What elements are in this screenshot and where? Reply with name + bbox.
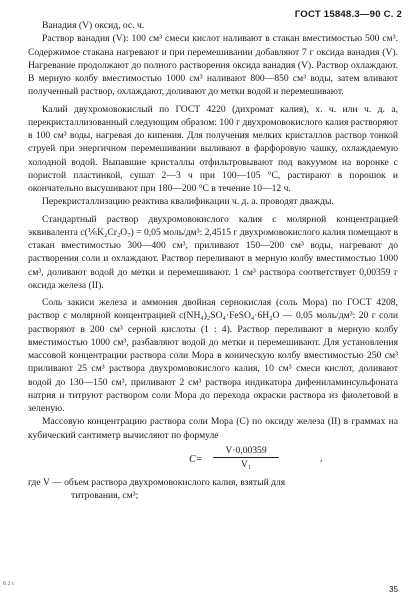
where-clause-line-1: где V — объем раствора двухромовокислого калия, взятый для [28, 476, 286, 488]
paragraph-recrystallization: Перекристаллизацию реактива квалификации ч. д. а. проводят дважды. [42, 196, 334, 208]
page-number: 35 [389, 584, 398, 594]
where-clause-line-2: титрования, см³; [71, 490, 139, 501]
formula [28, 444, 398, 474]
formula-numerator: V·0,00359 [225, 444, 267, 456]
paragraph-mass-concentration: Массовую концентрацию раствора соли Мора (C) по оксиду железа (II) в граммах на кубический сантиметр вычисляют по формуле [28, 416, 398, 441]
formula-trailing-comma: , [320, 452, 323, 464]
formula-denominator: V₁ [240, 458, 252, 470]
margin-mark: 8 2 с [3, 581, 15, 587]
document-body [28, 19, 398, 502]
paragraph-potassium-dichromate: Калий двухромовокислый по ГОСТ 4220 (дихромат калия), х. ч. или ч. д. а, перекристаллизованный следующим образом: 100 г двухромовокислого калия растворяют в 100 см³ воды, нагревая до кипения. Для получения мелких кристаллов раствор тонкой струей при энергичном перемешивании выливают в фарфоровую чашку, охлаждаемую холодной водой. Выпавшие кристаллы отфильтровывают под вакуумом на воронке с пористой пластинкой, сушат 2—3 ч при 100—105 °С, растирают в порошок и окончательно высушивают при 180—200 °С в течение 10—12 ч. [28, 103, 398, 194]
formula-lhs: C= [189, 453, 203, 465]
page-header: ГОСТ 15848.3—90 С. 2 [294, 9, 402, 20]
paragraph-mohr-salt: Соль закиси железа и аммония двойная сернокислая (соль Мора) по ГОСТ 4208, раствор с молярной концентрацией c(NH₄)₂SO₄·FeSO₄·6H₂O — 0,05 моль/дм³: 20 г соли растворяют в 200 см³ серной кислоты (1 : 4). Раствор переливают в мерную колбу вместимостью 1000 см³, разбавляют водой до метки и перемешивают. Для установления массовой концентрации раствора соли Мора в коническую колбу вместимостью 250 см³ приливают 25 см³ раствора двухромовокислого калия, 10 см³ смеси кислот, доливают водой до 130—150 см³, приливают 2 см³ раствора индикатора дифениламинсульфоната натрия и титруют раствором соли Мора до перехода окраски раствора из фиолетовой в зеленую. [28, 297, 398, 414]
paragraph-vanadium-oxide: Ванадия (V) оксид, ос. ч. [42, 20, 145, 31]
paragraph-standard-solution: Стандартный раствор двухромовокислого калия с молярной концентрацией эквивалента c(⅙K₂Cr₂O₇) = 0,05 моль/дм³: 2,4515 г двухромовокислого калия помещают в стакан вместимостью 300—400 см³, приливают 150—200 см³ воды, нагревают до растворения соли и охлаждают. Раствор переливают в мерную колбу вместимостью 1000 см³, доливают водой до метки и перемешивают. 1 см³ раствора соответствует 0,00359 г оксида железа (II). [28, 213, 398, 291]
paragraph-vanadium-solution: Раствор ванадия (V): 100 см³ смеси кислот наливают в стакан вместимостью 500 см³. Содержимое стакана нагревают и при перемешивании добавляют 7 г оксида ванадия (V). Нагревание продолжают до полного растворения оксида ванадия (V). Раствор охлаждают. В мерную колбу вместимостью 1000 см³ наливают 800—850 см³ воды, затем вливают полученный раствор, охлаждают, доливают до метки водой и перемешивают. [28, 33, 398, 98]
